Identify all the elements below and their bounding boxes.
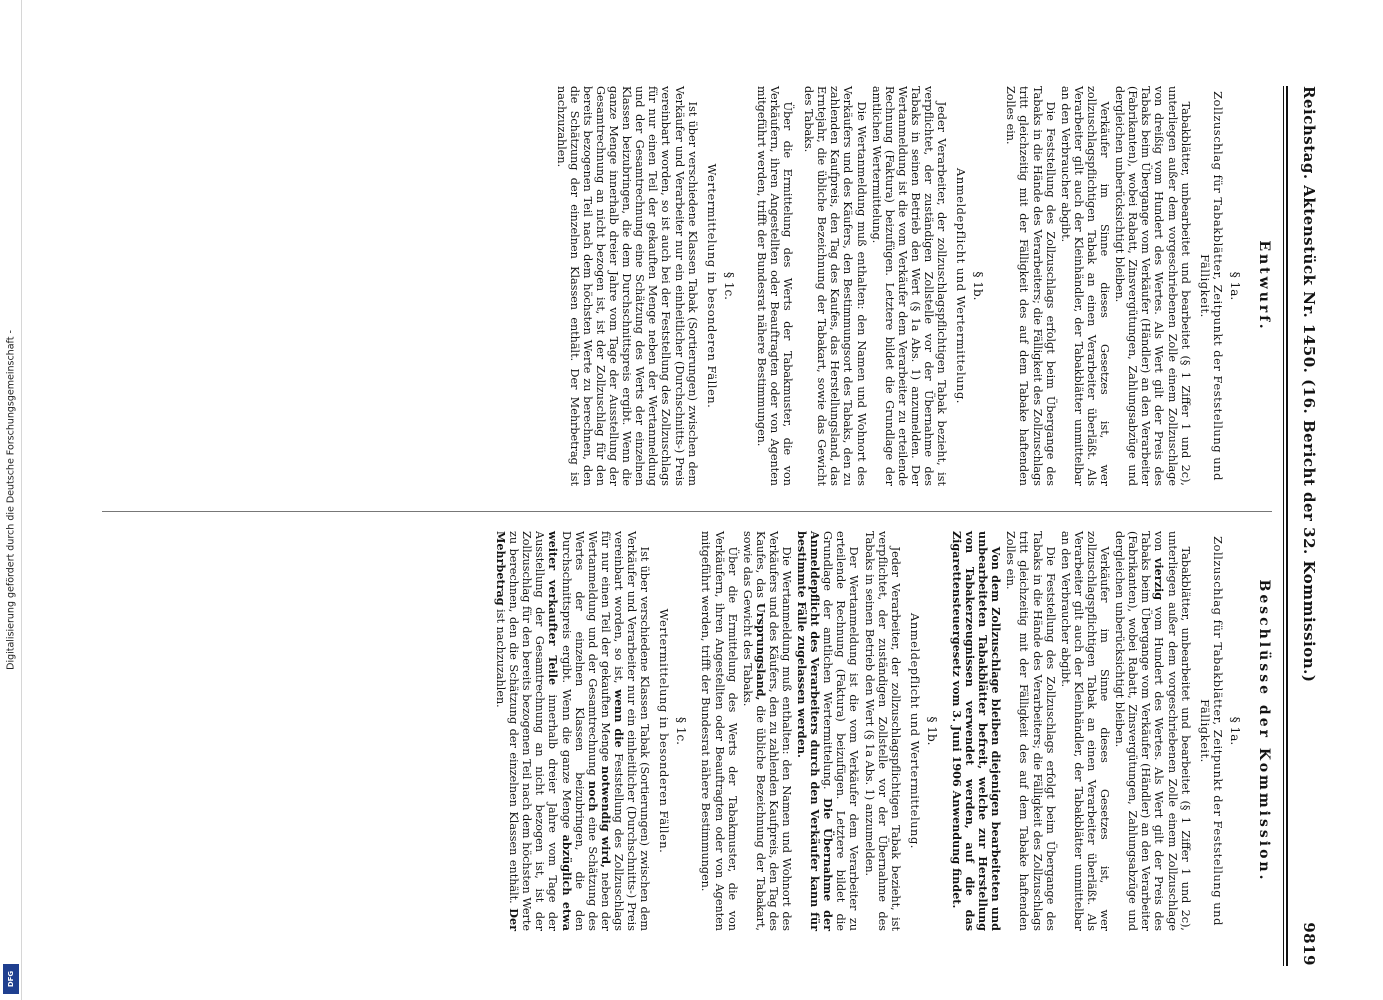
paragraph: Tabakblätter, unbearbeitet und bearbeitet (§ 1 Ziffer 1 und 2c), unterliegen außer dem vorgeschriebenen Zolle einem Zollzuschlage von vierzig vom Hundert des Wertes. Als Wert gilt der Preis des Tabaks beim Übergange vom Verkäufer (Händler) an den Verarbeiter (Fabrikanten), wobei Rabatt, Zinsvergütungen, Zahlungsabzüge und dergleichen unberücksichtigt bleiben. — [1113, 531, 1192, 931]
paragraph: Jeder Verarbeiter, der zollzuschlagspflichtigen Tabak bezieht, ist verpflichtet, der zuständigen Zollstelle vor der Übernahme des Tabaks in seinen Betrieb den Wert (§ 1a Abs. 1) anzumelden. Der Wertanmeldung ist die vom Verkäufer dem Verarbeiter zu erteilende Rechnung (Faktura) beizufügen. Letztere bildet die Grundlage der amtlichen Wertermittelung. — [869, 86, 949, 486]
section-number: § 1a. — [1227, 716, 1242, 746]
document-page — [90, 86, 1330, 966]
dfg-logo — [3, 964, 19, 994]
section-title: Zollzuschlag für Tabakblätter, Zeitpunkt der Feststellung und Fälligkeit. — [1197, 91, 1225, 481]
amendment-text: Ursprungsland, — [753, 603, 768, 701]
section-title: Anmeldepflicht und Wertermittelung. — [954, 168, 969, 404]
paragraph: Ist über verschiedene Klassen Tabak (Sortierungen) zwischen dem Verkäufer und Verarbeiter nur ein einheitlicher (Durchschnitts-) Preis vereinbart worden, so ist auch bei der Feststellung des Zollzuschlags für nur einen Teil der gekauften Menge neben der Wertanmeldung und der Gesamtrechnung eine Schätzung des Werts der einzelnen Klassen beizubringen, die dem Durchschnittspreis ergibt. Wenn die ganze Menge innerhalb dreier Jahre vom Tage der Ausstellung der Gesamtrechnung an nicht bezogen ist, ist der Zollzuschlag für den bereits bezogenen Teil nach dem höchsten Werte zu berechnen, den die Schätzung der einzelnen Klassen enthält. Der Mehrbetrag ist nachzuzahlen. — [554, 86, 699, 486]
header-rule — [1283, 86, 1288, 966]
amendment-text: wenn die — [611, 689, 626, 748]
amendment-text: abzüglich etwa weiter verkaufter Teile — [546, 531, 574, 931]
paragraph: Verkäufer im Sinne dieses Gesetzes ist, wer zollzuschlagspflichtigen Tabak an einen Verarbeiter überläßt. Als Verarbeiter gilt auch der Kleinhändler, der Tabakblätter unmittelbar an den Verbraucher abgibt. — [1058, 531, 1112, 931]
paragraph: Verkäufer im Sinne dieses Gesetzes ist, wer zollzuschlagspflichtigen Tabak an einen Verarbeiter überläßt. Als Verarbeiter gilt auch der Kleinhändler, der Tabakblätter unmittelbar an den Verbraucher abgibt. — [1058, 86, 1112, 486]
paragraph: Die Wertanmeldung muß enthalten: den Namen und Wohnort des Verkäufers und des Käufers, den zu zahlenden Kaufpreis, den Tag des Kaufes, das Ursprungsland, die übliche Bezeichnung der Tabakart, sowie das Gewicht des Tabaks. — [740, 531, 793, 932]
page-number: 9819 — [1300, 922, 1318, 966]
column-title-draft: Entwurf. — [1256, 240, 1272, 332]
column-divider — [102, 511, 1272, 512]
amendment-text: noch — [585, 781, 600, 812]
amendment-text: notwendig wird, — [598, 766, 613, 868]
section-number: § 1b. — [924, 716, 939, 746]
running-head — [1294, 86, 1326, 966]
amendment-text: Der Mehrbetrag — [494, 531, 522, 931]
paragraph: Die Feststellung des Zollzuschlags erfolgt beim Übergange des Tabaks in die Hände des Verarbeiters; die Fälligkeit des Zollzuschlags tritt gleichzeitig mit der Fälligkeit des auf dem Tabake haftenden Zolles ein. — [1004, 86, 1057, 486]
running-head-title: Reichstag. Aktenstück Nr. 1450. (16. Bericht der 32. Kommission.) — [1300, 86, 1318, 683]
paragraph: Über die Ermittelung des Werts der Tabakmuster, die von Verkäufern, ihren Angestellten oder Beauftragten oder von Agenten mitgeführt werden, trifft der Bundesrat nähere Bestimmungen. — [699, 531, 739, 931]
paragraph: Über die Ermittelung des Werts der Tabakmuster, die von Verkäufern, ihren Angestellten oder Beauftragten oder von Agenten mitgeführt werden, trifft der Bundesrat nähere Bestimmungen. — [754, 86, 795, 486]
amendment-paragraph: Von dem Zollzuschlage bleiben diejenigen bearbeiteten und unbearbeiteten Tabakblätter befreit, welche zur Herstellung von Tabakerzeugnissen verwendet werden, auf die das Zigarettensteuergesetz vom 3. Juni 1906 Anwendung findet. — [950, 531, 1004, 931]
amendment-text: Die Übernahme der Anmeldepflicht des Verarbeiters durch den Verkäufer kann für bestimmte Fälle zugelassen werden. — [795, 531, 836, 931]
credit-text: Digitalisierung gefördert durch die Deutsche Forschungsgemeinschaft - — [5, 330, 17, 670]
paragraph: Jeder Verarbeiter, der zollzuschlagspflichtigen Tabak bezieht, ist verpflichtet, der zuständigen Zollstelle vor der Übernahme des Tabaks in seinen Betrieb den Wert (§ 1a Abs. 1) anzumelden. — [862, 531, 902, 931]
section-number: § 1c. — [674, 717, 689, 745]
paragraph: Tabakblätter, unbearbeitet und bearbeitet (§ 1 Ziffer 1 und 2c), unterliegen außer dem vorgeschriebenen Zolle einem Zollzuschlage von dreißig vom Hundert des Wertes. Als Wert gilt der Preis des Tabaks beim Übergange vom Verkäufer (Händler) an den Verarbeiter (Fabrikanten), wobei Rabatt, Zinsvergütungen, Zahlungsabzüge und dergleichen unberücksichtigt bleiben. — [1113, 86, 1192, 486]
column-resolutions — [102, 531, 1272, 931]
column-draft — [102, 86, 1272, 486]
paragraph: Die Feststellung des Zollzuschlags erfolgt beim Übergange des Tabaks in die Hände des Verarbeiters; die Fälligkeit des Zollzuschlags tritt gleichzeitig mit der Fälligkeit des auf dem Tabake haftenden Zolles ein. — [1004, 531, 1057, 931]
section-title: Zollzuschlag für Tabakblätter, Zeitpunkt der Feststellung und Fälligkeit. — [1197, 536, 1225, 926]
section-title: Anmeldepflicht und Wertermittelung. — [907, 613, 922, 849]
dfg-logo-text: DFG — [7, 970, 15, 988]
paragraph: Ist über verschiedene Klassen Tabak (Sortierungen) zwischen dem Verkäufer und Verarbeiter nur ein einheitlicher (Durchschnitts-) Preis vereinbart worden, so ist, wenn die Feststellung des Zollzuschlags für nur einen Teil der gekauften Menge notwendig wird, neben der Wertanmeldung und der Gesamtrechnung noch eine Schätzung des Wertes der einzelnen Klassen beizubringen, die den Durchschnittspreis ergibt. Wenn die ganze Menge abzüglich etwa weiter verkaufter Teile innerhalb dreier Jahre vom Tage der Ausstellung der Gesamtrechnung an nicht bezogen ist, ist der Zollzuschlag für den bereits bezogenen Teil nach dem höchsten Werte zu berechnen, den die Schätzung der einzelnen Klassen enthält. Der Mehrbetrag ist nachzuzahlen. — [494, 531, 652, 932]
section-title: Wertermittelung in besonderen Fällen. — [704, 163, 719, 409]
paragraph: Die Wertanmeldung muß enthalten: den Namen und Wohnort des Verkäufers und des Käufers, den Bestimmungsort des Tabaks, den zu zahlenden Kaufpreis, den Tag des Kaufes, das Herstellungsland, das Erntejahr, die übliche Bezeichnung der Tabakart, sowie das Gewicht des Tabaks. — [802, 86, 868, 486]
amendment-text: vierzig — [1152, 557, 1167, 601]
credit-strip — [0, 0, 22, 1000]
section-title: Wertermittelung in besonderen Fällen. — [657, 608, 672, 854]
section-number: § 1b. — [971, 271, 986, 301]
section-number: § 1c. — [721, 272, 736, 300]
paragraph: Der Wertanmeldung ist die vom Verkäufer dem Verarbeiter zu erteilende Rechnung (Faktura) beizufügen. Letztere bildet die Grundlage der amtlichen Wertermittelung. Die Übernahme der Anmeldepflicht des Verarbeiters durch den Verkäufer kann für bestimmte Fälle zugelassen werden. — [795, 531, 861, 931]
column-title-resolutions: Beschlüsse der Kommission. — [1256, 579, 1272, 883]
section-number: § 1a. — [1227, 271, 1242, 301]
